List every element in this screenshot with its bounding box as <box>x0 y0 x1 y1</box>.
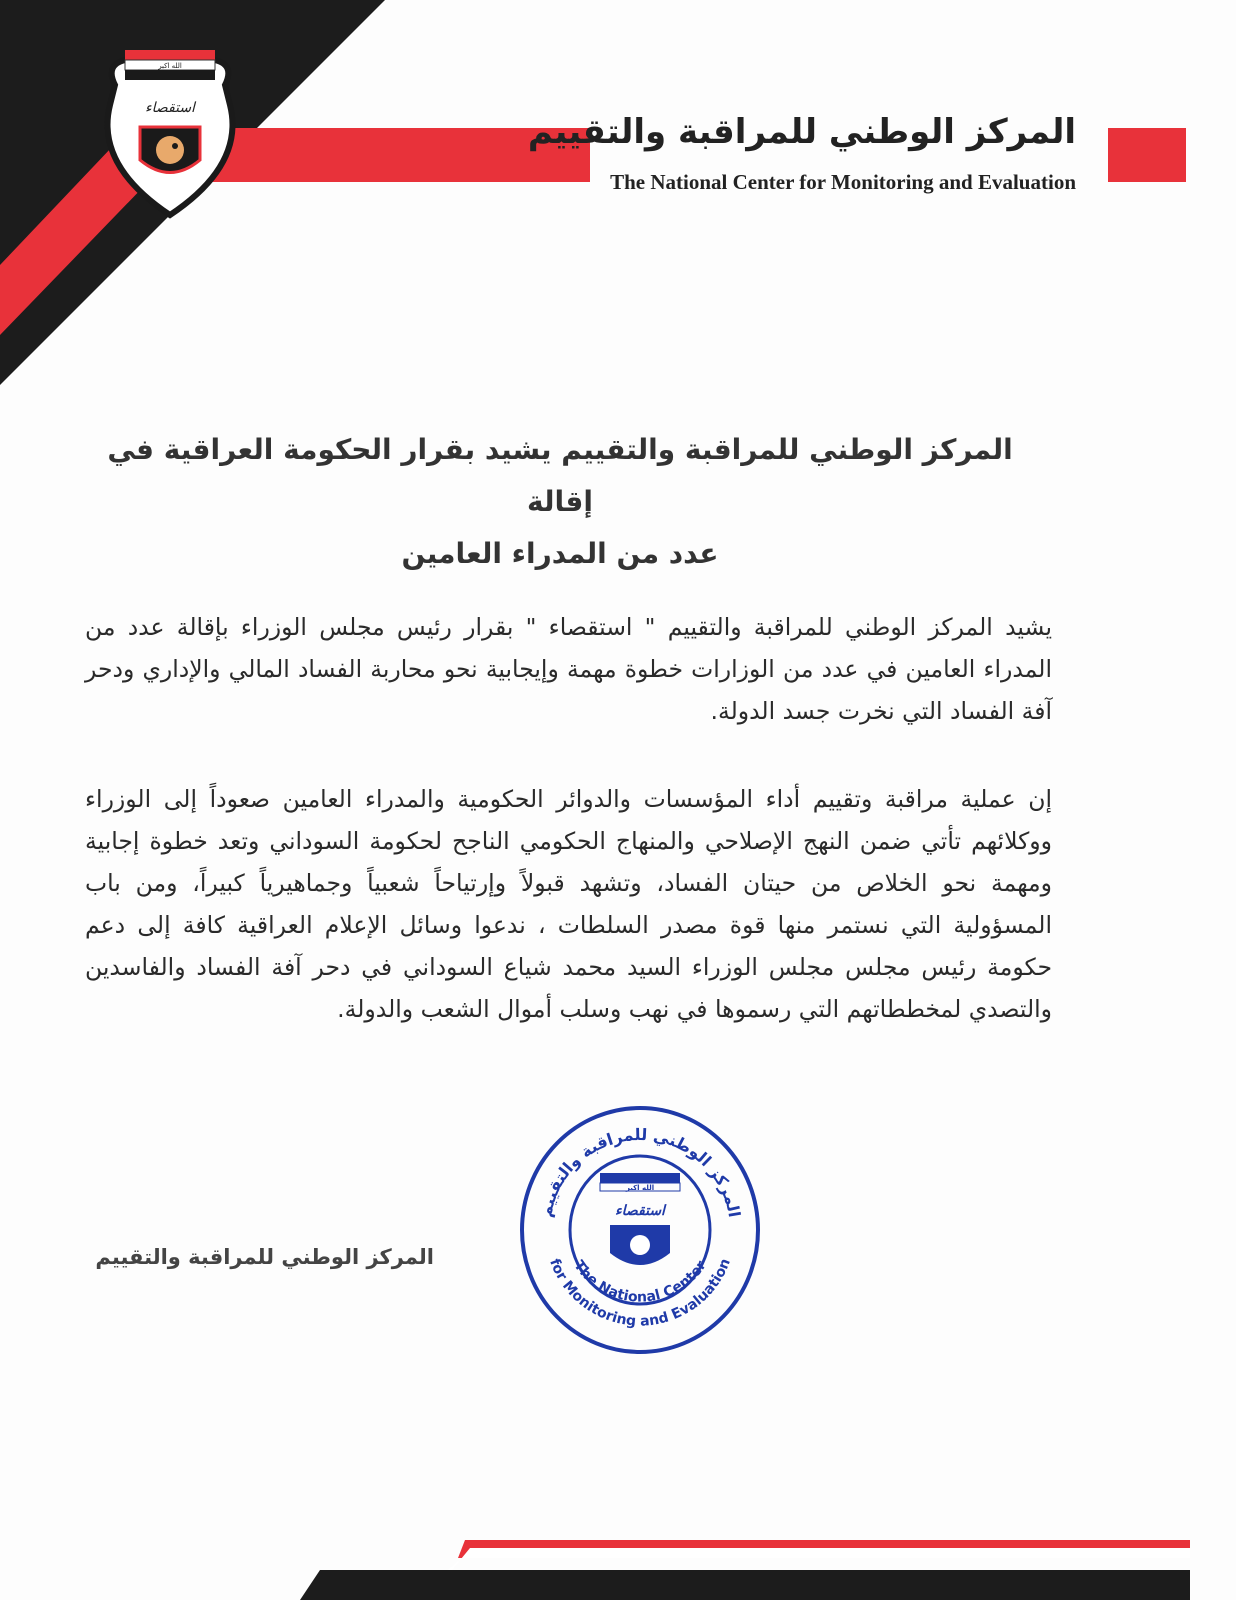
document-title <box>80 424 1040 579</box>
stamp-ring-english-1: The National Center <box>570 1257 710 1306</box>
body-paragraph-2: إن عملية مراقبة وتقييم أداء المؤسسات والدوائر الحكومية والمدراء العامين صعوداً إلى الوزراء ووكلائهم تأتي ضمن النهج الإصلاحي والمنهاج الحكومي الناجح لحكومة السوداني وتعد خطوة إجابية ومهمة نحو الخلاص من حيتان الفساد، وتشهد قبولاً وإرتياحاً شعبياً وجماهيرياً كبيراً، ومن باب المسؤولية التي نستمر منها قوة مصدر السلطات ، ندعوا وسائل الإعلام العراقية كافة إلى دعم حكومة رئيس مجلس مجلس الوزراء السيد محمد شياع السوداني في دحر آفة الفساد والفاسدين والتصدي لمخططاتهم التي رسموها في نهب وسلب أموال الشعب والدولة. <box>85 785 1052 1023</box>
org-name-arabic: المركز الوطني للمراقبة والتقييم <box>527 112 1076 152</box>
stamp-ring-arabic: المركز الوطني للمراقبة والتقييم <box>535 1124 745 1219</box>
title-line-2: عدد من المدراء العامين <box>401 536 719 570</box>
org-name-english: The National Center for Monitoring and Evaluation <box>610 170 1076 194</box>
stamp-ring-english-2: for Monitoring and Evaluation <box>546 1256 734 1330</box>
logo-emblem-text: استقصاء <box>145 100 195 116</box>
logo-flag-text: الله اكبر <box>158 62 182 70</box>
stamp-flag-text: الله اكبر <box>625 1184 655 1192</box>
title-line-1: المركز الوطني للمراقبة والتقييم يشيد بقرار الحكومة العراقية في إقالة <box>107 433 1013 518</box>
body-paragraph-1: يشيد المركز الوطني للمراقبة والتقييم " استقصاء " بقرار رئيس مجلس الوزراء بإقالة عدد من المدراء العامين في عدد من الوزارات خطوة مهمة وإيجابية نحو محاربة الفساد المالي والإداري ودحر آفة الفساد التي نخرت جسد الدولة. <box>85 613 1052 725</box>
org-logo <box>95 45 245 220</box>
official-stamp <box>515 1095 765 1360</box>
footer-decoration <box>0 1540 1236 1600</box>
stamp-inner-text: استقصاء <box>615 1203 665 1219</box>
signature-org-name: المركز الوطني للمراقبة والتقييم <box>95 1245 434 1269</box>
